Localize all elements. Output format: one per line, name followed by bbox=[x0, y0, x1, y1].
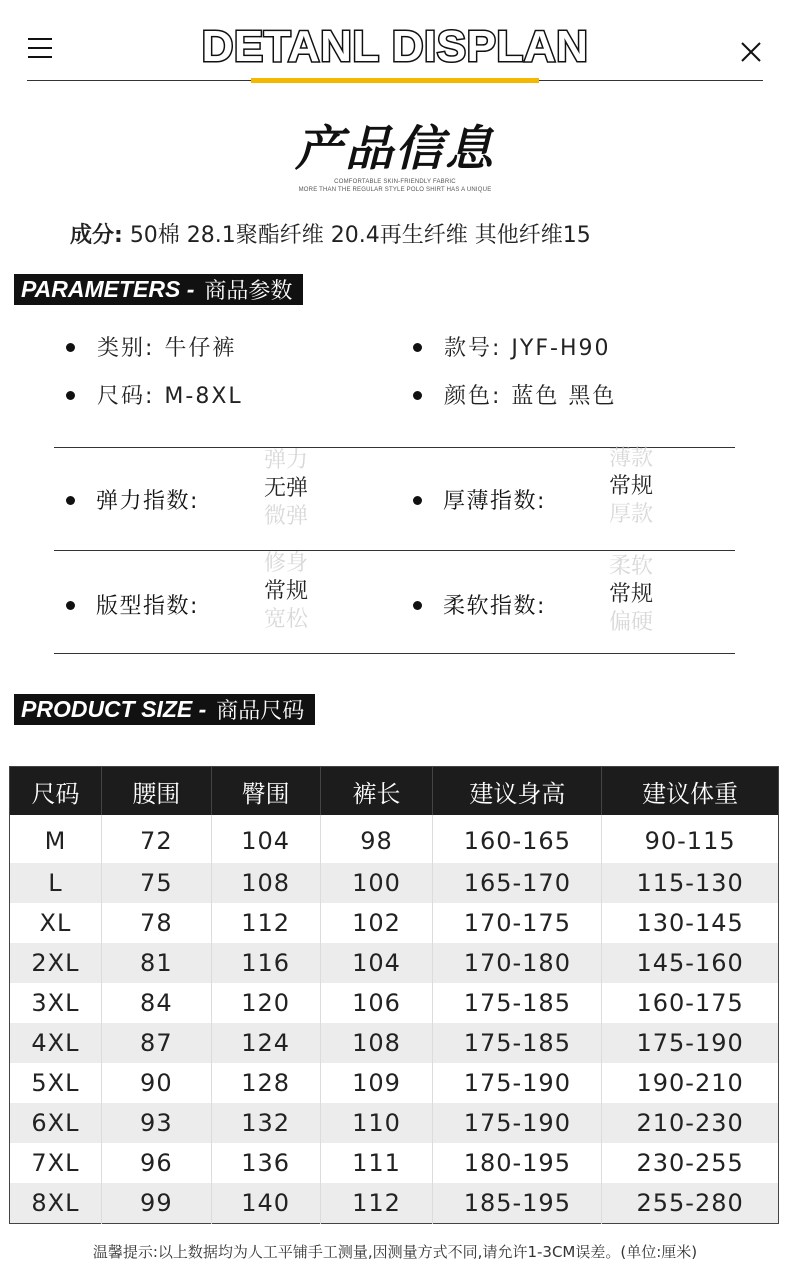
table-cell: 120 bbox=[211, 983, 320, 1023]
table-cell: 100 bbox=[320, 863, 433, 903]
softness-selected: 常规 bbox=[609, 582, 654, 607]
param-category-value: 牛仔裤 bbox=[164, 336, 237, 361]
param-size-label: 尺码: bbox=[97, 384, 155, 409]
param-style-no-value: JYF-H90 bbox=[511, 336, 611, 361]
table-cell: 170-180 bbox=[433, 943, 602, 983]
table-cell: 112 bbox=[320, 1183, 433, 1224]
table-cell: 180-195 bbox=[433, 1143, 602, 1183]
parameters-tag bbox=[14, 274, 303, 305]
table-cell: 96 bbox=[101, 1143, 211, 1183]
table-cell: 106 bbox=[320, 983, 433, 1023]
param-style-no bbox=[413, 331, 610, 362]
bullet-icon bbox=[66, 601, 75, 610]
table-header-cell: 建议身高 bbox=[433, 767, 602, 816]
table-header-cell: 腰围 bbox=[101, 767, 211, 816]
table-cell: XL bbox=[10, 903, 102, 943]
parameters-tag-en: PARAMETERS - bbox=[21, 276, 195, 302]
softness-index bbox=[413, 589, 546, 620]
table-header-cell: 臀围 bbox=[211, 767, 320, 816]
table-cell: 128 bbox=[211, 1063, 320, 1103]
table-cell: 109 bbox=[320, 1063, 433, 1103]
table-cell: 210-230 bbox=[602, 1103, 779, 1143]
table-cell: 87 bbox=[101, 1023, 211, 1063]
table-cell: M bbox=[10, 815, 102, 863]
param-size-value: M-8XL bbox=[164, 384, 243, 409]
composition-label: 成分: bbox=[70, 223, 123, 248]
softness-option-below: 偏硬 bbox=[609, 610, 654, 635]
table-cell: 124 bbox=[211, 1023, 320, 1063]
divider bbox=[54, 653, 735, 654]
table-row bbox=[10, 815, 779, 863]
elasticity-label: 弹力指数: bbox=[96, 489, 199, 514]
fit-index bbox=[66, 589, 199, 620]
table-cell: 108 bbox=[211, 863, 320, 903]
table-row bbox=[10, 1143, 779, 1183]
thickness-picker[interactable] bbox=[609, 446, 689, 531]
param-color-value: 蓝色 黑色 bbox=[511, 384, 617, 409]
table-cell: 4XL bbox=[10, 1023, 102, 1063]
table-cell: 90-115 bbox=[602, 815, 779, 863]
table-row bbox=[10, 1023, 779, 1063]
table-cell: 175-190 bbox=[602, 1023, 779, 1063]
fit-label: 版型指数: bbox=[96, 594, 199, 619]
table-cell: L bbox=[10, 863, 102, 903]
table-cell: 175-185 bbox=[433, 983, 602, 1023]
table-body bbox=[10, 815, 779, 1224]
table-cell: 93 bbox=[101, 1103, 211, 1143]
table-cell: 175-185 bbox=[433, 1023, 602, 1063]
divider bbox=[54, 550, 735, 551]
param-category-label: 类别: bbox=[97, 336, 155, 361]
composition-value: 50棉 28.1聚酯纤维 20.4再生纤维 其他纤维15 bbox=[129, 223, 591, 248]
table-cell: 102 bbox=[320, 903, 433, 943]
table-cell: 104 bbox=[320, 943, 433, 983]
table-cell: 75 bbox=[101, 863, 211, 903]
bullet-icon bbox=[413, 391, 422, 400]
table-cell: 6XL bbox=[10, 1103, 102, 1143]
thickness-label: 厚薄指数: bbox=[443, 489, 546, 514]
size-table bbox=[9, 766, 779, 1224]
table-cell: 78 bbox=[101, 903, 211, 943]
table-cell: 72 bbox=[101, 815, 211, 863]
table-cell: 3XL bbox=[10, 983, 102, 1023]
softness-option-above: 柔软 bbox=[609, 554, 654, 579]
fit-selected: 常规 bbox=[264, 579, 309, 604]
table-row bbox=[10, 903, 779, 943]
product-info-title: 产品信息 bbox=[294, 121, 495, 177]
table-row bbox=[10, 863, 779, 903]
table-cell: 165-170 bbox=[433, 863, 602, 903]
table-cell: 8XL bbox=[10, 1183, 102, 1224]
menu-icon[interactable] bbox=[28, 38, 52, 60]
table-cell: 185-195 bbox=[433, 1183, 602, 1224]
thickness-index bbox=[413, 484, 546, 515]
header-accent-bar bbox=[251, 78, 539, 83]
table-cell: 81 bbox=[101, 943, 211, 983]
table-cell: 7XL bbox=[10, 1143, 102, 1183]
softness-label: 柔软指数: bbox=[443, 594, 546, 619]
product-size-tag-cn: 商品尺码 bbox=[216, 699, 305, 724]
table-header-cell: 尺码 bbox=[10, 767, 102, 816]
table-cell: 98 bbox=[320, 815, 433, 863]
table-header-cell: 建议体重 bbox=[602, 767, 779, 816]
table-cell: 90 bbox=[101, 1063, 211, 1103]
bullet-icon bbox=[66, 496, 75, 505]
table-cell: 160-165 bbox=[433, 815, 602, 863]
parameters-tag-cn: 商品参数 bbox=[204, 279, 293, 304]
close-icon[interactable] bbox=[739, 40, 763, 64]
table-cell: 112 bbox=[211, 903, 320, 943]
composition bbox=[70, 218, 591, 249]
table-cell: 230-255 bbox=[602, 1143, 779, 1183]
fit-option-below: 宽松 bbox=[264, 607, 309, 632]
bullet-icon bbox=[413, 496, 422, 505]
param-color-label: 颜色: bbox=[444, 384, 502, 409]
measurement-note: 温馨提示:以上数据均为人工平铺手工测量,因测量方式不同,请允许1-3CM误差。(单位:厘米) bbox=[92, 1243, 698, 1261]
header-title: DETANL DISPLAN bbox=[201, 22, 589, 71]
param-style-no-label: 款号: bbox=[444, 336, 502, 361]
table-cell: 175-190 bbox=[433, 1103, 602, 1143]
table-row bbox=[10, 943, 779, 983]
table-header-cell: 裤长 bbox=[320, 767, 433, 816]
table-cell: 175-190 bbox=[433, 1063, 602, 1103]
param-size bbox=[66, 379, 243, 410]
table-cell: 170-175 bbox=[433, 903, 602, 943]
table-cell: 116 bbox=[211, 943, 320, 983]
table-cell: 140 bbox=[211, 1183, 320, 1224]
table-cell: 132 bbox=[211, 1103, 320, 1143]
table-header-row bbox=[10, 767, 779, 816]
fit-picker[interactable] bbox=[264, 551, 344, 636]
table-cell: 130-145 bbox=[602, 903, 779, 943]
param-category bbox=[66, 331, 236, 362]
thickness-selected: 常规 bbox=[609, 474, 654, 499]
product-size-tag bbox=[14, 694, 315, 725]
elasticity-picker[interactable] bbox=[264, 448, 344, 533]
bullet-icon bbox=[66, 391, 75, 400]
table-cell: 2XL bbox=[10, 943, 102, 983]
table-row bbox=[10, 1103, 779, 1143]
thickness-option-above: 薄款 bbox=[609, 446, 654, 471]
table-cell: 111 bbox=[320, 1143, 433, 1183]
softness-picker[interactable] bbox=[609, 554, 689, 639]
table-cell: 190-210 bbox=[602, 1063, 779, 1103]
param-color bbox=[413, 379, 616, 410]
elasticity-option-below: 微弹 bbox=[264, 504, 309, 529]
elasticity-index bbox=[66, 484, 199, 515]
thickness-option-below: 厚款 bbox=[609, 502, 654, 527]
product-info-subtitle-2: MORE THAN THE REGULAR STYLE POLO SHIRT HAS A UNIQUE bbox=[298, 187, 492, 193]
table-row bbox=[10, 983, 779, 1023]
table-cell: 160-175 bbox=[602, 983, 779, 1023]
table-cell: 115-130 bbox=[602, 863, 779, 903]
table-row bbox=[10, 1063, 779, 1103]
table-cell: 255-280 bbox=[602, 1183, 779, 1224]
bullet-icon bbox=[66, 343, 75, 352]
bullet-icon bbox=[413, 601, 422, 610]
table-cell: 84 bbox=[101, 983, 211, 1023]
fit-option-above: 修身 bbox=[264, 551, 309, 576]
elasticity-selected: 无弹 bbox=[264, 476, 309, 501]
table-row bbox=[10, 1183, 779, 1224]
bullet-icon bbox=[413, 343, 422, 352]
table-cell: 5XL bbox=[10, 1063, 102, 1103]
product-size-tag-en: PRODUCT SIZE - bbox=[21, 696, 207, 722]
table-cell: 108 bbox=[320, 1023, 433, 1063]
table-cell: 145-160 bbox=[602, 943, 779, 983]
table-cell: 136 bbox=[211, 1143, 320, 1183]
product-info-subtitle-1: COMFORTABLE SKIN-FRIENDLY FABRIC bbox=[334, 179, 456, 185]
table-cell: 110 bbox=[320, 1103, 433, 1143]
table-cell: 99 bbox=[101, 1183, 211, 1224]
elasticity-option-above: 弹力 bbox=[264, 448, 309, 473]
table-cell: 104 bbox=[211, 815, 320, 863]
